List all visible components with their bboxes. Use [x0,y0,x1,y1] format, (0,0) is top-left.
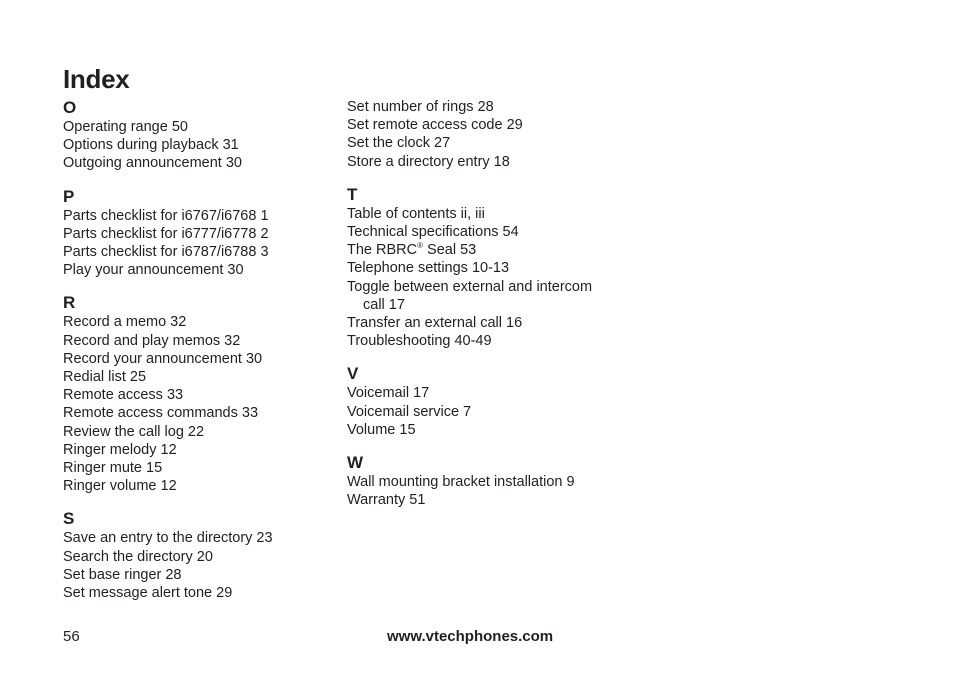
index-entry: Set the clock 27 [347,135,451,152]
page-title: Index [63,64,130,94]
section-letter: V [347,364,359,384]
rbrc-label: The RBRC [347,242,418,259]
index-entry: Set base ringer 28 [63,566,182,583]
rbrc-page: Seal 53 [423,242,477,259]
index-entry: Ringer mute 15 [63,460,163,477]
index-entry: Search the directory 20 [63,548,213,565]
index-entry: Outgoing announcement 30 [63,155,242,172]
index-section-s [63,509,343,602]
section-letter: T [347,184,358,204]
toggle-line-2: call 17 [363,296,405,313]
index-entry: Voicemail service 7 [347,403,472,420]
index-entry: Review the call log 22 [63,423,205,440]
index-entry: Save an entry to the directory 23 [63,530,273,547]
index-entry: Store a directory entry 18 [347,153,510,170]
index-entry: Parts checklist for i6787/i6788 3 [63,244,269,261]
index-entry: Remote access commands 33 [63,405,259,422]
section-letter: S [63,509,75,529]
index-section-t [347,185,647,351]
index-entry: Record a memo 32 [63,314,187,331]
section-letter: O [63,98,77,117]
index-entry: Table of contents ii, iii [347,205,485,222]
index-entry: Voicemail 17 [347,385,430,402]
index-entry-toggle [347,278,647,314]
index-entry: Record your announcement 30 [63,350,263,367]
index-section-w [347,453,647,509]
toggle-line-1: Toggle between external and intercom [347,278,593,295]
index-entry: Parts checklist for i6767/i6768 1 [63,207,269,224]
section-letter: R [63,293,76,313]
index-entry: Record and play memos 32 [63,332,241,349]
index-entry-rbrc [347,241,647,259]
index-entry: Redial list 25 [63,369,147,386]
section-letter: P [63,186,75,206]
registered-mark: ® [417,241,424,251]
index-section-v [347,364,647,439]
section-letter: W [347,453,364,473]
index-entry: Remote access 33 [63,387,184,404]
index-entry: Warranty 51 [347,492,426,509]
index-entry: Troubleshooting 40-49 [347,333,492,350]
index-section-r [63,293,343,495]
index-section-p [63,187,343,280]
footer-url: www.vtechphones.com [387,628,554,645]
index-entry: Play your announcement 30 [63,262,244,279]
index-entry: Set remote access code 29 [347,117,523,134]
index-column-right [347,98,647,523]
index-entry: Set number of rings 28 [347,99,494,115]
index-entry: Ringer melody 12 [63,441,177,458]
index-entry: Set message alert tone 29 [63,585,233,602]
index-entry: Ringer volume 12 [63,478,177,495]
page-number: 56 [63,628,80,645]
index-entry: Options during playback 31 [63,137,239,154]
index-entry: Wall mounting bracket installation 9 [347,474,575,491]
index-column-left [63,98,343,616]
index-entry: Volume 15 [347,421,416,438]
index-section-s-continued [347,98,647,171]
index-entry: Operating range 50 [63,119,188,135]
index-entry: Telephone settings 10-13 [347,260,510,277]
index-section-o [63,98,343,173]
index-entry: Technical specifications 54 [347,224,519,241]
index-entry: Parts checklist for i6777/i6778 2 [63,225,269,242]
index-entry: Transfer an external call 16 [347,315,523,332]
